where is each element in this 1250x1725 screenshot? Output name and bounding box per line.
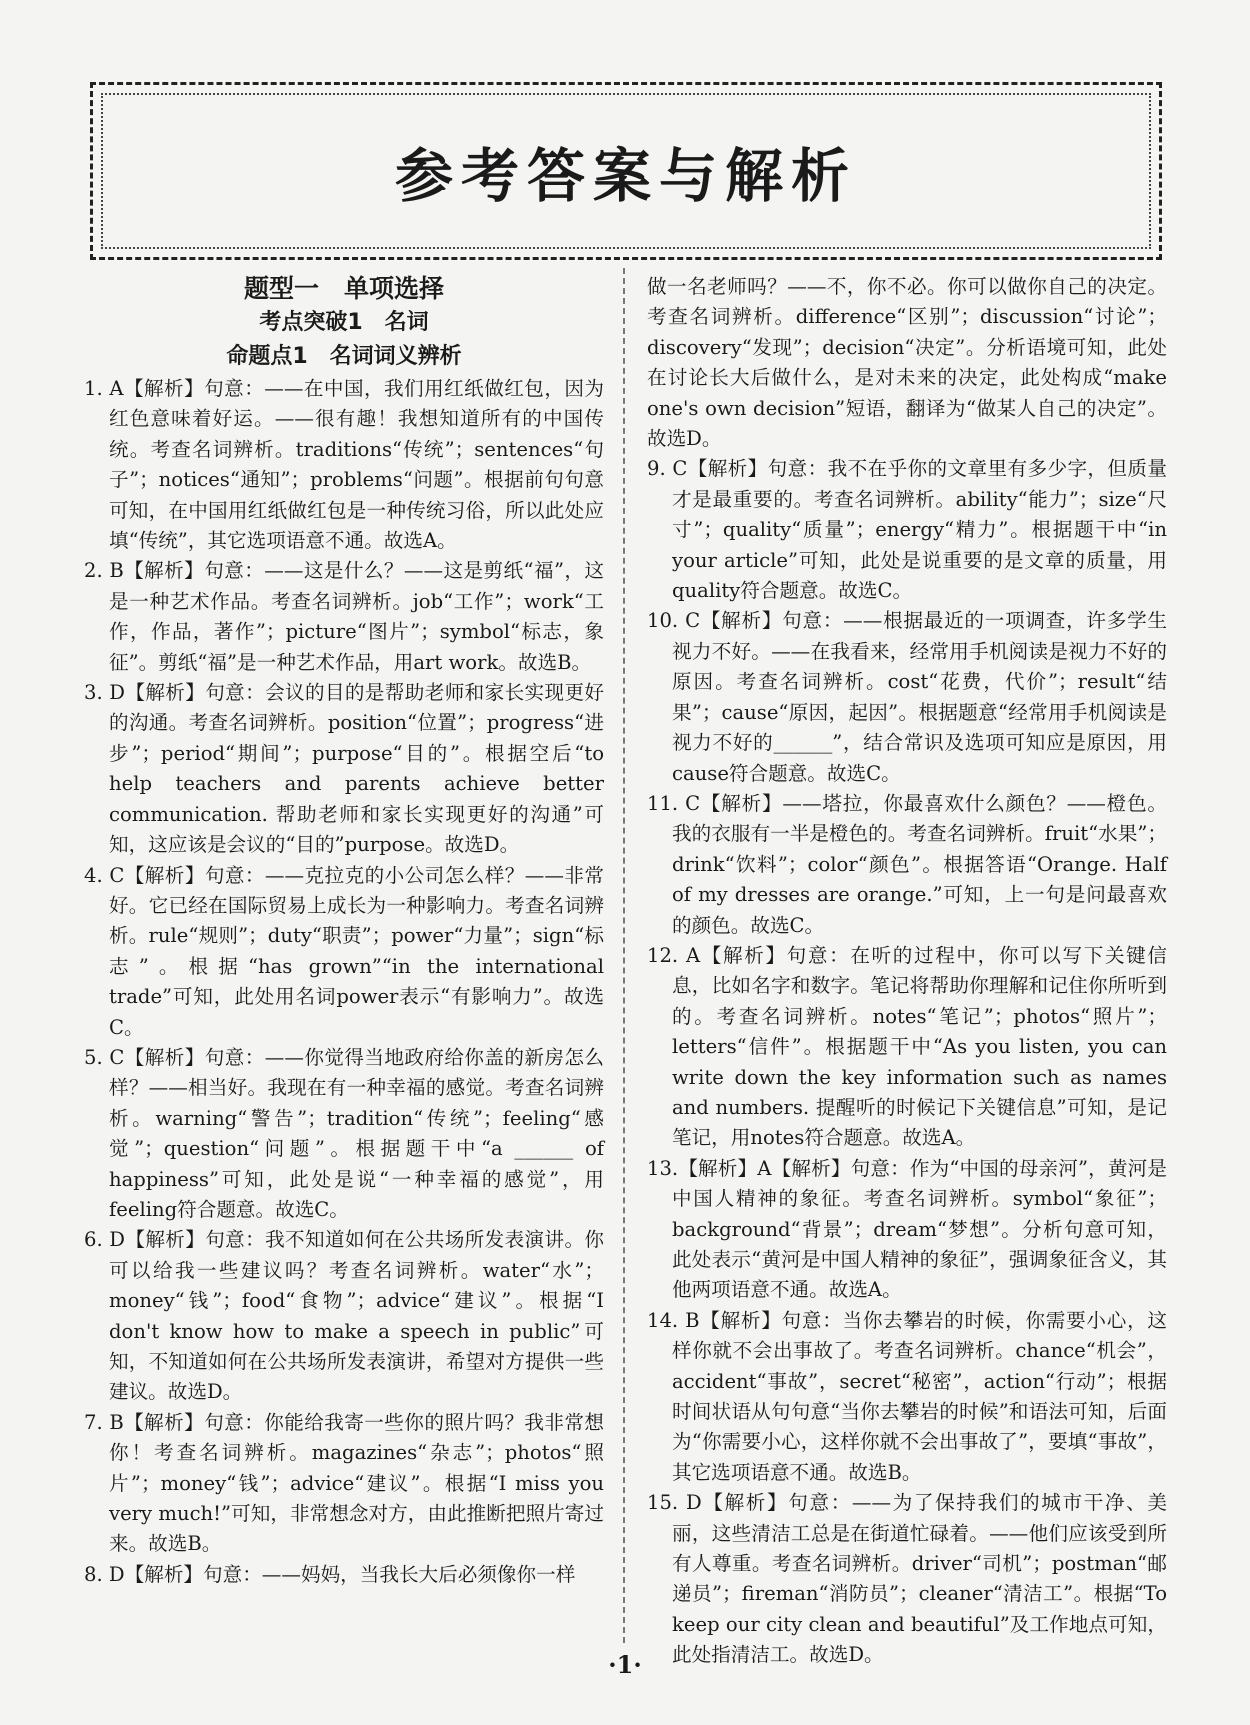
left-column (84, 272, 604, 1590)
answer-item: 12. A【解析】句意：在听的过程中，你可以写下关键信息，比如名字和数字。笔记将帮助你理解和记住你所听到的。考查名词辨析。notes“笔记”；photos“照片”；letters“信件”。根据题干中“As you listen, you can write down the key information such as names and numbers. 提醒听的时候记下关键信息”可知，是记笔记，用notes符合题意。故选A。 (647, 943, 1167, 1150)
answer-item: 3. D【解析】句意：会议的目的是帮助老师和家长实现更好的沟通。考查名词辨析。position“位置”；progress“进步”；period“期间”；purpose“目的”。根据空后“to help teachers and parents achieve better communication. 帮助老师和家长实现更好的沟通”可知，这应该是会议的“目的”purpose。故选D。 (84, 681, 604, 857)
answer-item: 1. A【解析】句意：——在中国，我们用红纸做红包，因为红色意味着好运。——很有趣！我想知道所有的中国传统。考查名词辨析。traditions“传统”；sentences“句子”；notices“通知”；problems“问题”。根据前句句意可知，在中国用红纸做红包是一种传统习俗，所以此处应填“传统”，其它选项语意不通。故选A。 (84, 377, 604, 553)
page-number: ·1· (608, 1650, 642, 1679)
answer-item: 6. D【解析】句意：我不知道如何在公共场所发表演讲。你可以给我一些建议吗？考查名词辨析。water“水”；money“钱”；food“食物”；advice“建议”。根据“I don't know how to make a speech in public”可知，不知道如何在公共场所发表演讲，希望对方提供一些建议。故选D。 (84, 1228, 604, 1404)
answer-item: 15. D【解析】句意：——为了保持我们的城市干净、美丽，这些清洁工总是在街道忙碌着。——他们应该受到所有人尊重。考查名词辨析。driver“司机”；postman“邮递员”；fireman“消防员”；cleaner“清洁工”。根据“To keep our city clean and beautiful”及工作地点可知，此处指清洁工。故选D。 (647, 1491, 1167, 1667)
answer-item: 4. C【解析】句意：——克拉克的小公司怎么样？——非常好。它已经在国际贸易上成长为一种影响力。考查名词辨析。rule“规则”；duty“职责”；power“力量”；sign“标志”。根据“has grown”“in the international trade”可知，此处用名词power表示“有影响力”。故选C。 (84, 863, 604, 1039)
page-title: 参考答案与解析 (394, 142, 857, 210)
answer-item-continued: 做一名老师吗？——不，你不必。你可以做你自己的决定。考查名词辨析。difference“区别”；discussion“讨论”；discovery“发现”；decision“决定”。分析语境可知，此处在讨论长大后做什么，是对未来的决定，此处构成“make one's own decision”短语，翻译为“做某人自己的决定”。故选D。 (647, 275, 1167, 451)
answer-item: 10. C【解析】句意：——根据最近的一项调查，许多学生视力不好。——在我看来，经常用手机阅读是视力不好的原因。考查名词辨析。cost“花费，代价”；result“结果”；cause“原因，起因”。根据题意“经常用手机阅读是视力不好的______”，结合常识及选项可知应是原因，用cause符合题意。故选C。 (647, 609, 1167, 785)
title-banner (90, 82, 1162, 260)
right-column (647, 272, 1167, 1671)
answer-item: 14. B【解析】句意：当你去攀岩的时候，你需要小心，这样你就不会出事故了。考查名词辨析。chance“机会”，accident“事故”，secret“秘密”，action“行动”；根据时间状语从句句意“当你去攀岩的时候”和语法可知，后面为“你需要小心，这样你就不会出事故了”，要填“事故”，其它选项语意不通。故选B。 (647, 1308, 1167, 1484)
subtopic-heading: 命题点1 名词词义辨析 (226, 344, 462, 369)
answer-item: 8. D【解析】句意：——妈妈，当我长大后必须像你一样 (84, 1562, 576, 1586)
answer-item: 9. C【解析】句意：我不在乎你的文章里有多少字，但质量才是最重要的。考查名词辨析。ability“能力”；size“尺寸”；quality“质量”；energy“精力”。根据题干中“in your article”可知，此处是说重要的是文章的质量，用quality符合题意。故选C。 (647, 457, 1167, 603)
answer-item: 13.【解析】A【解析】句意：作为“中国的母亲河”，黄河是中国人精神的象征。考查名词辨析。symbol“象征”；background“背景”；dream“梦想”。分析句意可知，此处表示“黄河是中国人精神的象征”，强调象征含义，其他两项语意不通。故选A。 (647, 1156, 1167, 1302)
answer-item: 11. C【解析】——塔拉，你最喜欢什么颜色？——橙色。我的衣服有一半是橙色的。考查名词辨析。fruit“水果”；drink“饮料”；color“颜色”。根据答语“Orange. Half of my dresses are orange.”可知，上一句是问最喜欢的颜色。故选C。 (647, 791, 1167, 937)
column-divider (623, 268, 625, 1643)
topic-heading: 考点突破1 名词 (259, 310, 429, 335)
section-heading: 题型一 单项选择 (243, 274, 444, 303)
answer-item: 2. B【解析】句意：——这是什么？——这是剪纸“福”，这是一种艺术作品。考查名词辨析。job“工作”；work“工作，作品，著作”；picture“图片”；symbol“标志，象征”。剪纸“福”是一种艺术作品，用art work。故选B。 (84, 559, 604, 674)
answer-item: 5. C【解析】句意：——你觉得当地政府给你盖的新房怎么样？——相当好。我现在有一种幸福的感觉。考查名词辨析。warning“警告”；tradition“传统”；feeling“感觉”；question“问题”。根据题干中“a ______ of happiness”可知，此处是说“一种幸福的感觉”，用feeling符合题意。故选C。 (84, 1045, 604, 1221)
answer-item: 7. B【解析】句意：你能给我寄一些你的照片吗？我非常想你！考查名词辨析。magazines“杂志”；photos“照片”；money“钱”；advice“建议”。根据“I miss you very much!”可知，非常想念对方，由此推断把照片寄过来。故选B。 (84, 1410, 604, 1556)
